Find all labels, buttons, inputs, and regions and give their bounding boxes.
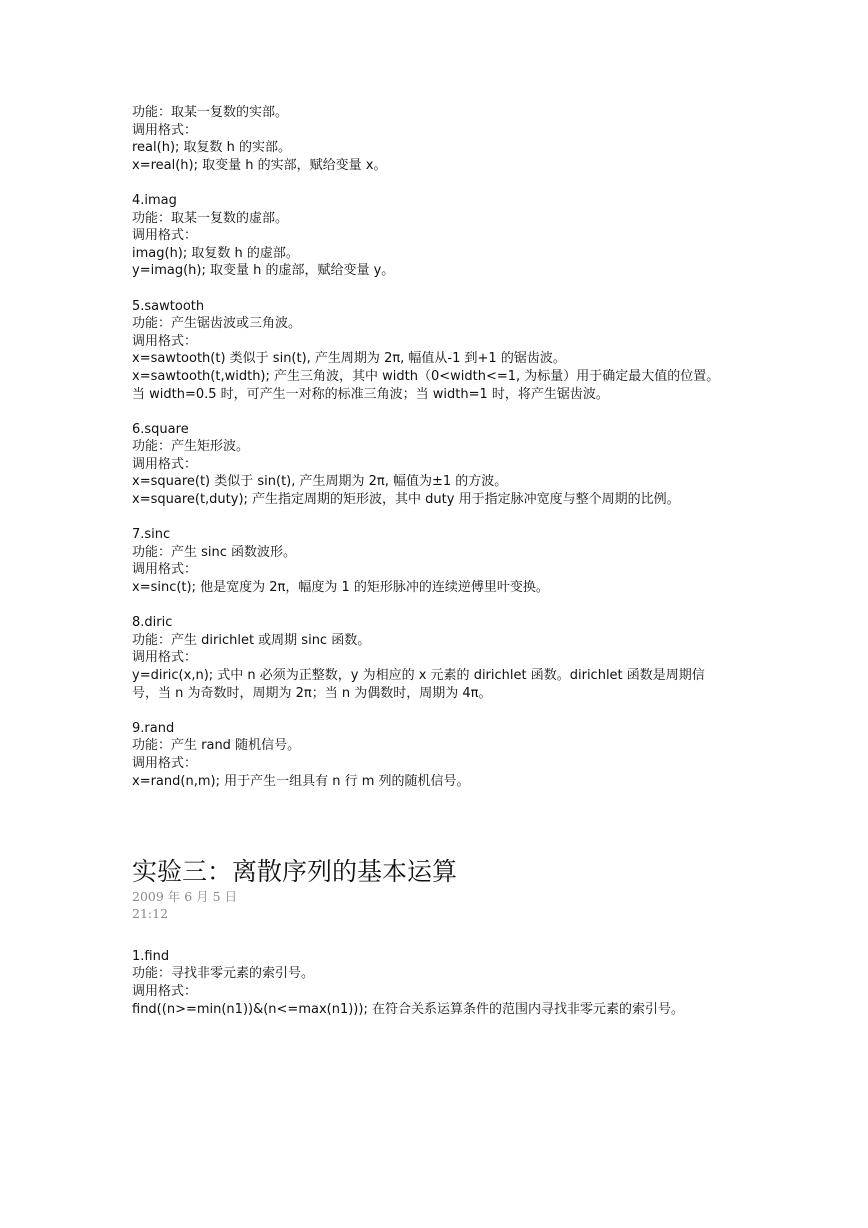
section-rand: [132, 720, 752, 790]
text-line: 功能：产生 dirichlet 或周期 sinc 函数。: [132, 632, 371, 648]
text-line: 调用格式：: [132, 228, 198, 244]
document-body: [132, 104, 752, 1018]
section-heading: 5.sawtooth: [132, 298, 205, 314]
text-line: x=real(h); 取变量 h 的实部，赋给变量 x。: [132, 157, 387, 173]
text-line: 功能：取某一复数的实部。: [132, 105, 289, 120]
text-line: real(h); 取复数 h 的实部。: [132, 140, 292, 156]
section-heading: 8.diric: [132, 615, 173, 631]
section-imag: [132, 192, 752, 280]
text-line: 功能：寻找非零元素的索引号。: [132, 966, 315, 982]
section-heading: 4.imag: [132, 192, 177, 208]
text-line: x=sawtooth(t) 类似于 sin(t), 产生周期为 2π, 幅值从-1 到+1 的锯齿波。: [132, 351, 566, 367]
text-line: 功能：产生矩形波。: [132, 439, 250, 455]
text-line: y=imag(h); 取变量 h 的虚部，赋给变量 y。: [132, 263, 395, 279]
text-line: x=rand(n,m); 用于产生一组具有 n 行 m 列的随机信号。: [132, 773, 470, 789]
chapter-time: 21:12: [132, 906, 169, 922]
text-line: 调用格式：: [132, 650, 198, 666]
section-sinc: [132, 526, 752, 596]
text-line: 功能：取某一复数的虚部。: [132, 210, 289, 226]
text-line: 功能：产生锯齿波或三角波。: [132, 316, 302, 332]
section-sawtooth: [132, 298, 752, 404]
section-heading: 1.find: [132, 948, 170, 964]
text-line: find((n>=min(n1))&(n<=max(n1))); 在符合关系运算条件的范围内寻找非零元素的索引号。: [132, 1001, 684, 1017]
section-real: [132, 104, 752, 174]
text-line: y=diric(x,n); 式中 n 必须为正整数，y 为相应的 x 元素的 dirichlet 函数。dirichlet 函数是周期信: [132, 668, 705, 683]
text-line: 调用格式：: [132, 983, 198, 999]
text-line: x=sawtooth(t,width); 产生三角波，其中 width（0<width<=1, 为标量）用于确定最大值的位置。: [132, 368, 720, 384]
text-line: 调用格式：: [132, 122, 198, 138]
chapter-title: 实验三：离散序列的基本运算: [132, 857, 458, 887]
text-line: 当 width=0.5 时，可产生一对称的标准三角波；当 width=1 时，将产生锯齿波。: [132, 386, 609, 402]
chapter-date: 2009 年 6 月 5 日: [132, 889, 238, 905]
text-line: x=square(t,duty); 产生指定周期的矩形波，其中 duty 用于指定脉冲宽度与整个周期的比例。: [132, 492, 680, 508]
text-line: 功能：产生 rand 随机信号。: [132, 738, 301, 754]
section-heading: 7.sinc: [132, 527, 171, 543]
section-find: [132, 948, 752, 1018]
text-line: 功能：产生 sinc 函数波形。: [132, 544, 297, 560]
section-heading: 6.square: [132, 421, 189, 437]
text-line: 调用格式：: [132, 456, 198, 472]
text-line: imag(h); 取复数 h 的虚部。: [132, 245, 299, 261]
section-square: [132, 421, 752, 509]
text-line: x=sinc(t); 他是宽度为 2π，幅度为 1 的矩形脉冲的连续逆傅里叶变换。: [132, 580, 549, 596]
text-line: 调用格式：: [132, 562, 198, 578]
section-heading: 9.rand: [132, 720, 175, 736]
text-line: 调用格式：: [132, 333, 198, 349]
section-diric: [132, 614, 752, 702]
text-line: 调用格式：: [132, 755, 198, 771]
text-line: 号，当 n 为奇数时，周期为 2π；当 n 为偶数时，周期为 4π。: [132, 685, 492, 701]
text-line: x=square(t) 类似于 sin(t), 产生周期为 2π, 幅值为±1 的方波。: [132, 474, 508, 490]
